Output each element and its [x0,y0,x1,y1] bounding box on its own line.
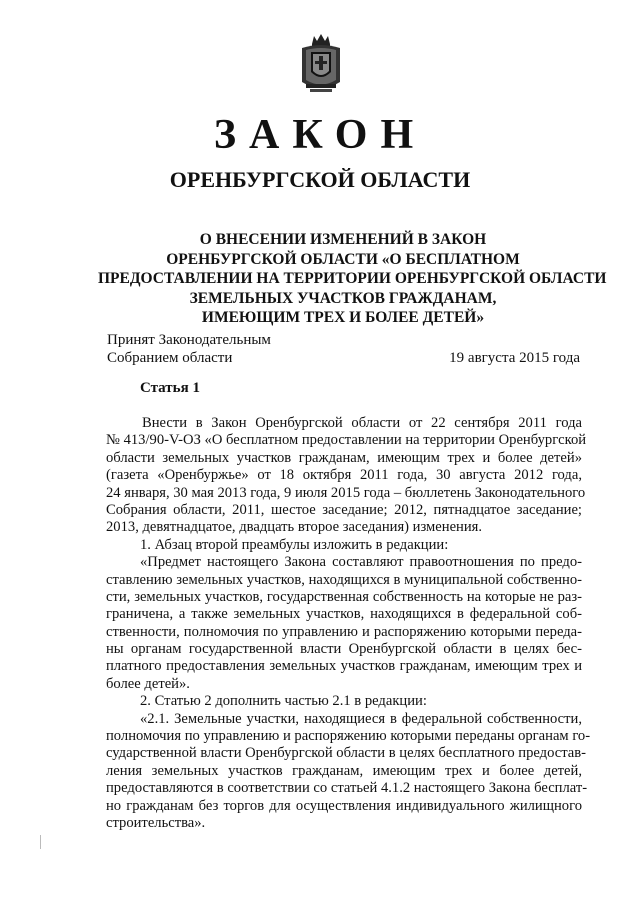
adoption-line: Собранием области [107,350,233,366]
heading-line: ЗЕМЕЛЬНЫХ УЧАСТКОВ ГРАЖДАНАМ, [189,289,497,307]
coat-of-arms [298,32,344,94]
paragraph-line: 24 января, 30 мая 2013 года, 9 июля 2015 года – бюллетень Законодательного [106,484,586,501]
paragraph-line: платного предоставления земельных участков гражданам, имеющим трех и [106,658,582,675]
paragraph-line: (газета «Оренбуржье» от 18 октября 2011 года, 30 августа 2012 года, [106,467,582,484]
paragraph-line: но гражданам без торгов для осуществления индивидуального жилищного [106,797,582,814]
document-subtitle: ОРЕНБУРГСКОЙ ОБЛАСТИ [169,167,471,192]
heading-line: ИМЕЮЩИМ ТРЕХ И БОЛЕЕ ДЕТЕЙ» [201,309,485,326]
paragraph-line: сти, земельных участков, государственная собственность на которые не раз- [106,588,582,605]
heading-line: О ВНЕСЕНИИ ИЗМЕНЕНИЙ В ЗАКОН [199,231,487,248]
document-title: ЗАКОН [213,112,427,158]
paragraph-line: 2013, девятнадцатое, двадцать второе заседания) изменения. [106,519,483,536]
paragraph-line: полномочия по управлению и распоряжению которыми переданы органам го- [106,728,591,745]
paragraph-line: «2.1. Земельные участки, находящиеся в федеральной собственности, [140,710,582,727]
paragraph-line: Внести в Закон Оренбургской области от 22 сентября 2011 года [142,415,582,431]
paragraph-line: 1. Абзац второй преамбулы изложить в редакции: [140,536,449,553]
paragraph-line: сударственной власти Оренбургской области в целях бесплатного предостав- [106,745,587,762]
heading-line: ПРЕДОСТАВЛЕНИИ НА ТЕРРИТОРИИ ОРЕНБУРГСКОЙ ОБЛАСТИ [98,270,607,287]
oblast-coat-of-arms-icon [298,32,344,94]
article-body [106,415,591,832]
paragraph-line: более детей». [106,675,190,692]
paragraph-line: строительства». [106,814,206,831]
paragraph-line: № 413/90-V-ОЗ «О бесплатном предоставлении на территории Оренбургской [106,432,587,449]
paragraph-line: «Предмет настоящего Закона составляют правоотношения по предо- [140,554,582,571]
article-title: Статья 1 [140,380,200,396]
margin-mark [40,835,41,849]
law-heading [98,230,607,328]
paragraph-line: области земельных участков гражданам, имеющим трех и более детей» [106,449,582,466]
paragraph-line: ставлению земельных участков, находящихся в муниципальной собственно- [106,571,582,588]
adoption-date: 19 августа 2015 года [449,350,580,366]
paragraph-line: ны органам государственной власти Оренбургской области в целях бес- [106,641,582,658]
heading-line: ОРЕНБУРГСКОЙ ОБЛАСТИ «О БЕСПЛАТНОМ [166,250,520,268]
paragraph-line: ления земельных участков гражданам, имеющим трех и более детей, [106,762,582,779]
paragraph-line: ственности, полномочия по управлению и распоряжению которыми переда- [106,623,582,640]
adoption-note [107,331,271,367]
paragraph-line: Собрания области, 2011, шестое заседание; 2012, пятнадцатое заседание; [106,501,582,518]
paragraph-line: 2. Статью 2 дополнить частью 2.1 в редакции: [140,693,427,710]
paragraph-line: граничена, а также земельных участков, находящихся в федеральной соб- [106,606,582,623]
adoption-line: Принят Законодательным [107,332,271,348]
paragraph-line: предоставляются в соответствии со статьей 4.1.2 настоящего Закона бесплат- [106,780,588,797]
